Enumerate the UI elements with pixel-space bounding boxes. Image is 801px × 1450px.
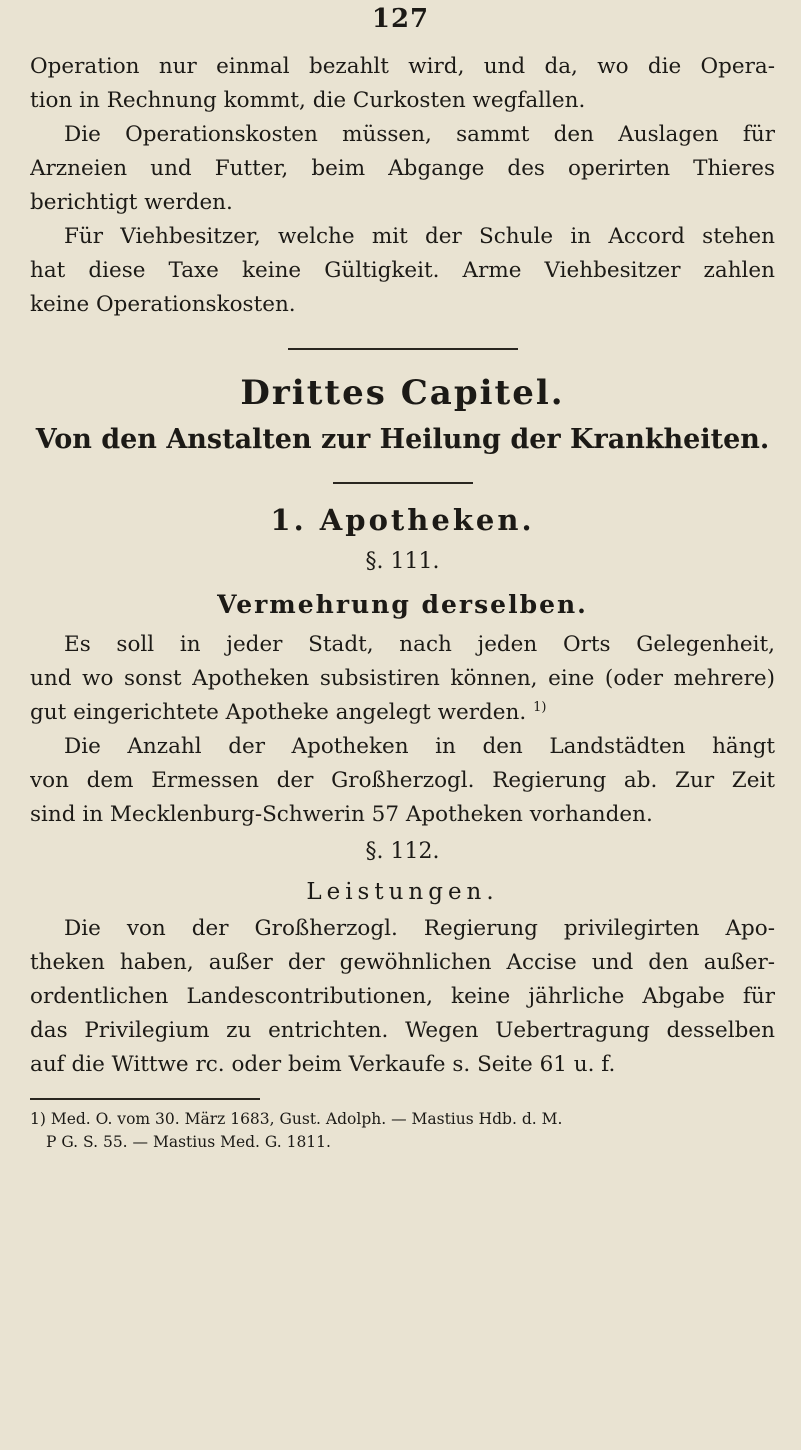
text-line: keine Operationskosten. <box>30 292 296 317</box>
text-line: Arzneien und Futter, beim Abgange des operirten Thieres <box>30 156 775 181</box>
page-body <box>30 50 775 1154</box>
text-line: auf die Wittwe rc. oder beim Verkaufe s. Seite 61 u. f. <box>30 1052 616 1077</box>
text-line: Für Viehbesitzer, welche mit der Schule in Accord stehen <box>64 224 775 249</box>
divider <box>333 482 473 484</box>
footnote-line: 1) Med. O. vom 30. März 1683, Gust. Adolph. — Mastius Hdb. d. M. <box>30 1110 563 1128</box>
text-line: Die von der Großherzogl. Regierung privilegirten Apo- <box>64 916 775 941</box>
divider <box>288 348 518 350</box>
footnote-ref: 1) <box>533 699 547 715</box>
text-line: Operation nur einmal bezahlt wird, und da, wo die Opera- <box>30 54 775 79</box>
text-line: Die Operationskosten müssen, sammt den Auslagen für <box>64 122 775 147</box>
text-line: theken haben, außer der gewöhnlichen Accise und den außer- <box>30 950 775 975</box>
text-line <box>30 696 775 730</box>
paragraph-number: §. 111. <box>365 549 440 574</box>
section-title: 1. Apotheken. <box>270 503 535 537</box>
paragraph-heading: Vermehrung derselben. <box>217 590 588 619</box>
paragraph-heading: Leistungen. <box>306 879 499 905</box>
text-line: Die Anzahl der Apotheken in den Landstädten hängt <box>64 734 775 759</box>
paragraph-number: §. 112. <box>365 839 440 864</box>
footnote-line: P G. S. 55. — Mastius Med. G. 1811. <box>46 1133 331 1151</box>
text-line: und wo sonst Apotheken subsistiren können, eine (oder mehrere) <box>30 666 775 691</box>
text-line: von dem Ermessen der Großherzogl. Regierung ab. Zur Zeit <box>30 768 775 793</box>
page-number: 127 <box>371 4 430 34</box>
text-line: ordentlichen Landescontributionen, keine jährliche Abgabe für <box>30 984 775 1009</box>
chapter-title: Drittes Capitel. <box>240 373 565 413</box>
text-line: das Privilegium zu entrichten. Wegen Uebertragung desselben <box>30 1018 775 1043</box>
text-line: Es soll in jeder Stadt, nach jeden Orts Gelegenheit, <box>64 632 775 657</box>
text-line: berichtigt werden. <box>30 190 233 215</box>
text-line-content: gut eingerichtete Apotheke angelegt werden. <box>30 700 527 725</box>
text-line: tion in Rechnung kommt, die Curkosten wegfallen. <box>30 88 586 113</box>
text-line: sind in Mecklenburg-Schwerin 57 Apotheken vorhanden. <box>30 802 653 827</box>
text-line: hat diese Taxe keine Gültigkeit. Arme Viehbesitzer zahlen <box>30 258 775 283</box>
chapter-subtitle: Von den Anstalten zur Heilung der Krankheiten. <box>35 424 770 455</box>
footnote-divider <box>30 1098 260 1100</box>
